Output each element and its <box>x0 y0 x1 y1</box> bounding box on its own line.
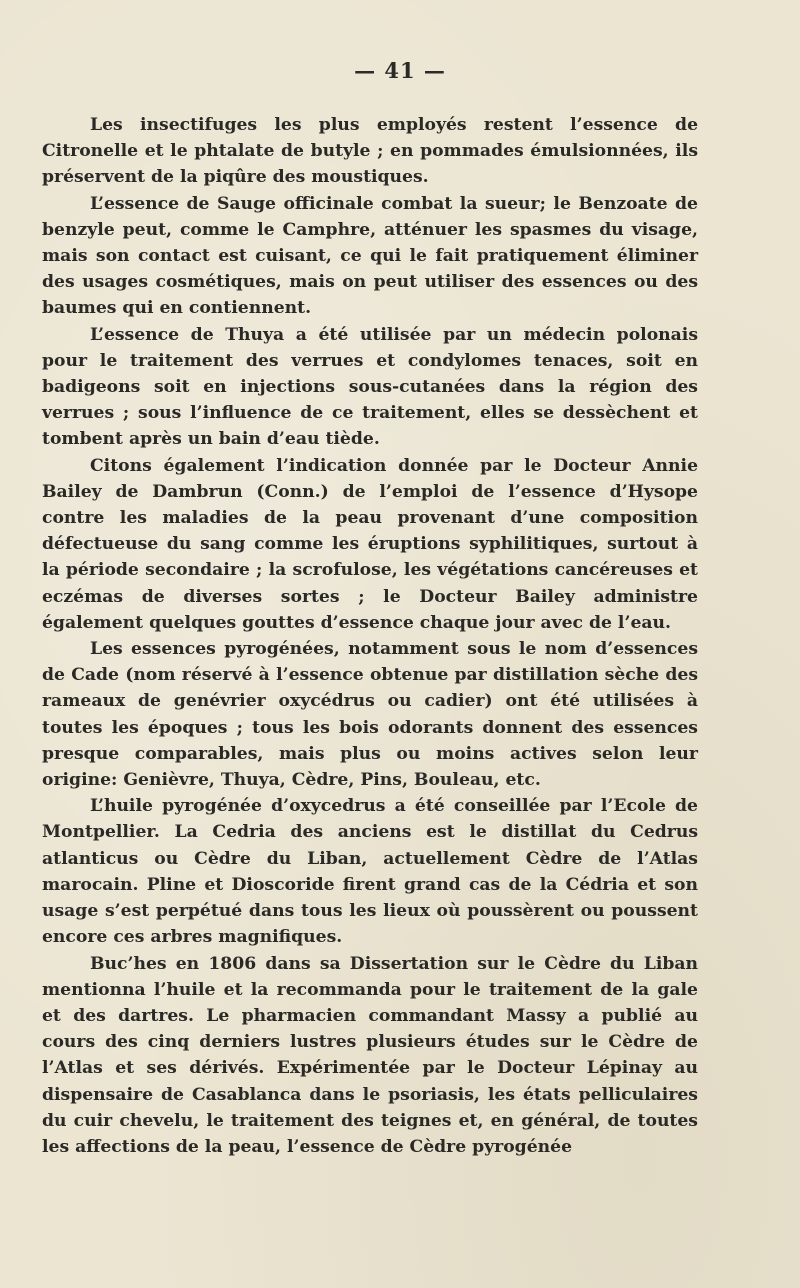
body-text <box>42 112 698 1160</box>
paragraph-2: L’essence de Sauge officinale combat la sueur; le Benzoate de benzyle peut, comme le Camphre, atténuer les spasmes du visage, mais son contact est cuisant, ce qui le fait pratiquement éliminer des usages cosmétiques, mais on peut utiliser des essences ou des baumes qui en contiennent. <box>42 193 698 319</box>
paragraph-5: Les essences pyrogénées, notamment sous le nom d’essences de Cade (nom réservé à l’essence obtenue par distillation sèche des rameaux de genévrier oxycédrus ou cadier) ont été utilisées à toutes les époques ; tous les bois odorants donnent des essences presque comparables, mais plus ou moins actives selon leur origine: Genièvre, Thuya, Cèdre, Pins, Bouleau, etc. <box>42 639 698 791</box>
paragraph-4: Citons également l’indication donnée par le Docteur Annie Bailey de Dambrun (Conn.) de l’emploi de l’essence d’Hysope contre les maladies de la peau provenant d’une composition défectueuse du sang comme les éruptions syphilitiques, surtout à la période secondaire ; la scrofulose, les végétations cancéreuses et eczémas de diverses sortes ; le Docteur Bailey administre également quelques gouttes d’essence chaque jour avec de l’eau. <box>42 455 698 633</box>
page-number: — 41 — <box>354 58 446 83</box>
paragraph-1: Les insectifuges les plus employés restent l’essence de Citronelle et le phtalate de butyle ; en pommades émulsionnées, ils préservent de la piqûre des moustiques. <box>42 115 698 188</box>
paragraph-6: L’huile pyrogénée d’oxycedrus a été conseillée par l’Ecole de Montpellier. La Cedria des anciens est le distillat du Cedrus atlanticus ou Cèdre du Liban, actuellement Cèdre de l’Atlas marocain. Pline et Dioscoride firent grand cas de la Cédria et son usage s’est perpétué dans tous les lieux où poussèrent ou poussent encore ces arbres magnifiques. <box>42 796 698 948</box>
paragraph-7: Buc’hes en 1806 dans sa Dissertation sur le Cèdre du Liban mentionna l’huile et la recommanda pour le traitement de la gale et des dartres. Le pharmacien commandant Massy a publié au cours des cinq derniers lustres plusieurs études sur le Cèdre de l’Atlas et ses dérivés. Expérimentée par le Docteur Lépinay au dispensaire de Casablanca dans le psoriasis, les états pelliculaires du cuir chevelu, le traitement des teignes et, en général, de toutes les affections de la peau, l’essence de Cèdre pyrogénée <box>42 953 698 1157</box>
paragraph-3: L’essence de Thuya a été utilisée par un médecin polonais pour le traitement des verrues et condylomes tenaces, soit en badigeons soit en injections sous-cutanées dans la région des verrues ; sous l’influence de ce traitement, elles se dessèchent et tombent après un bain d’eau tiède. <box>42 324 698 450</box>
